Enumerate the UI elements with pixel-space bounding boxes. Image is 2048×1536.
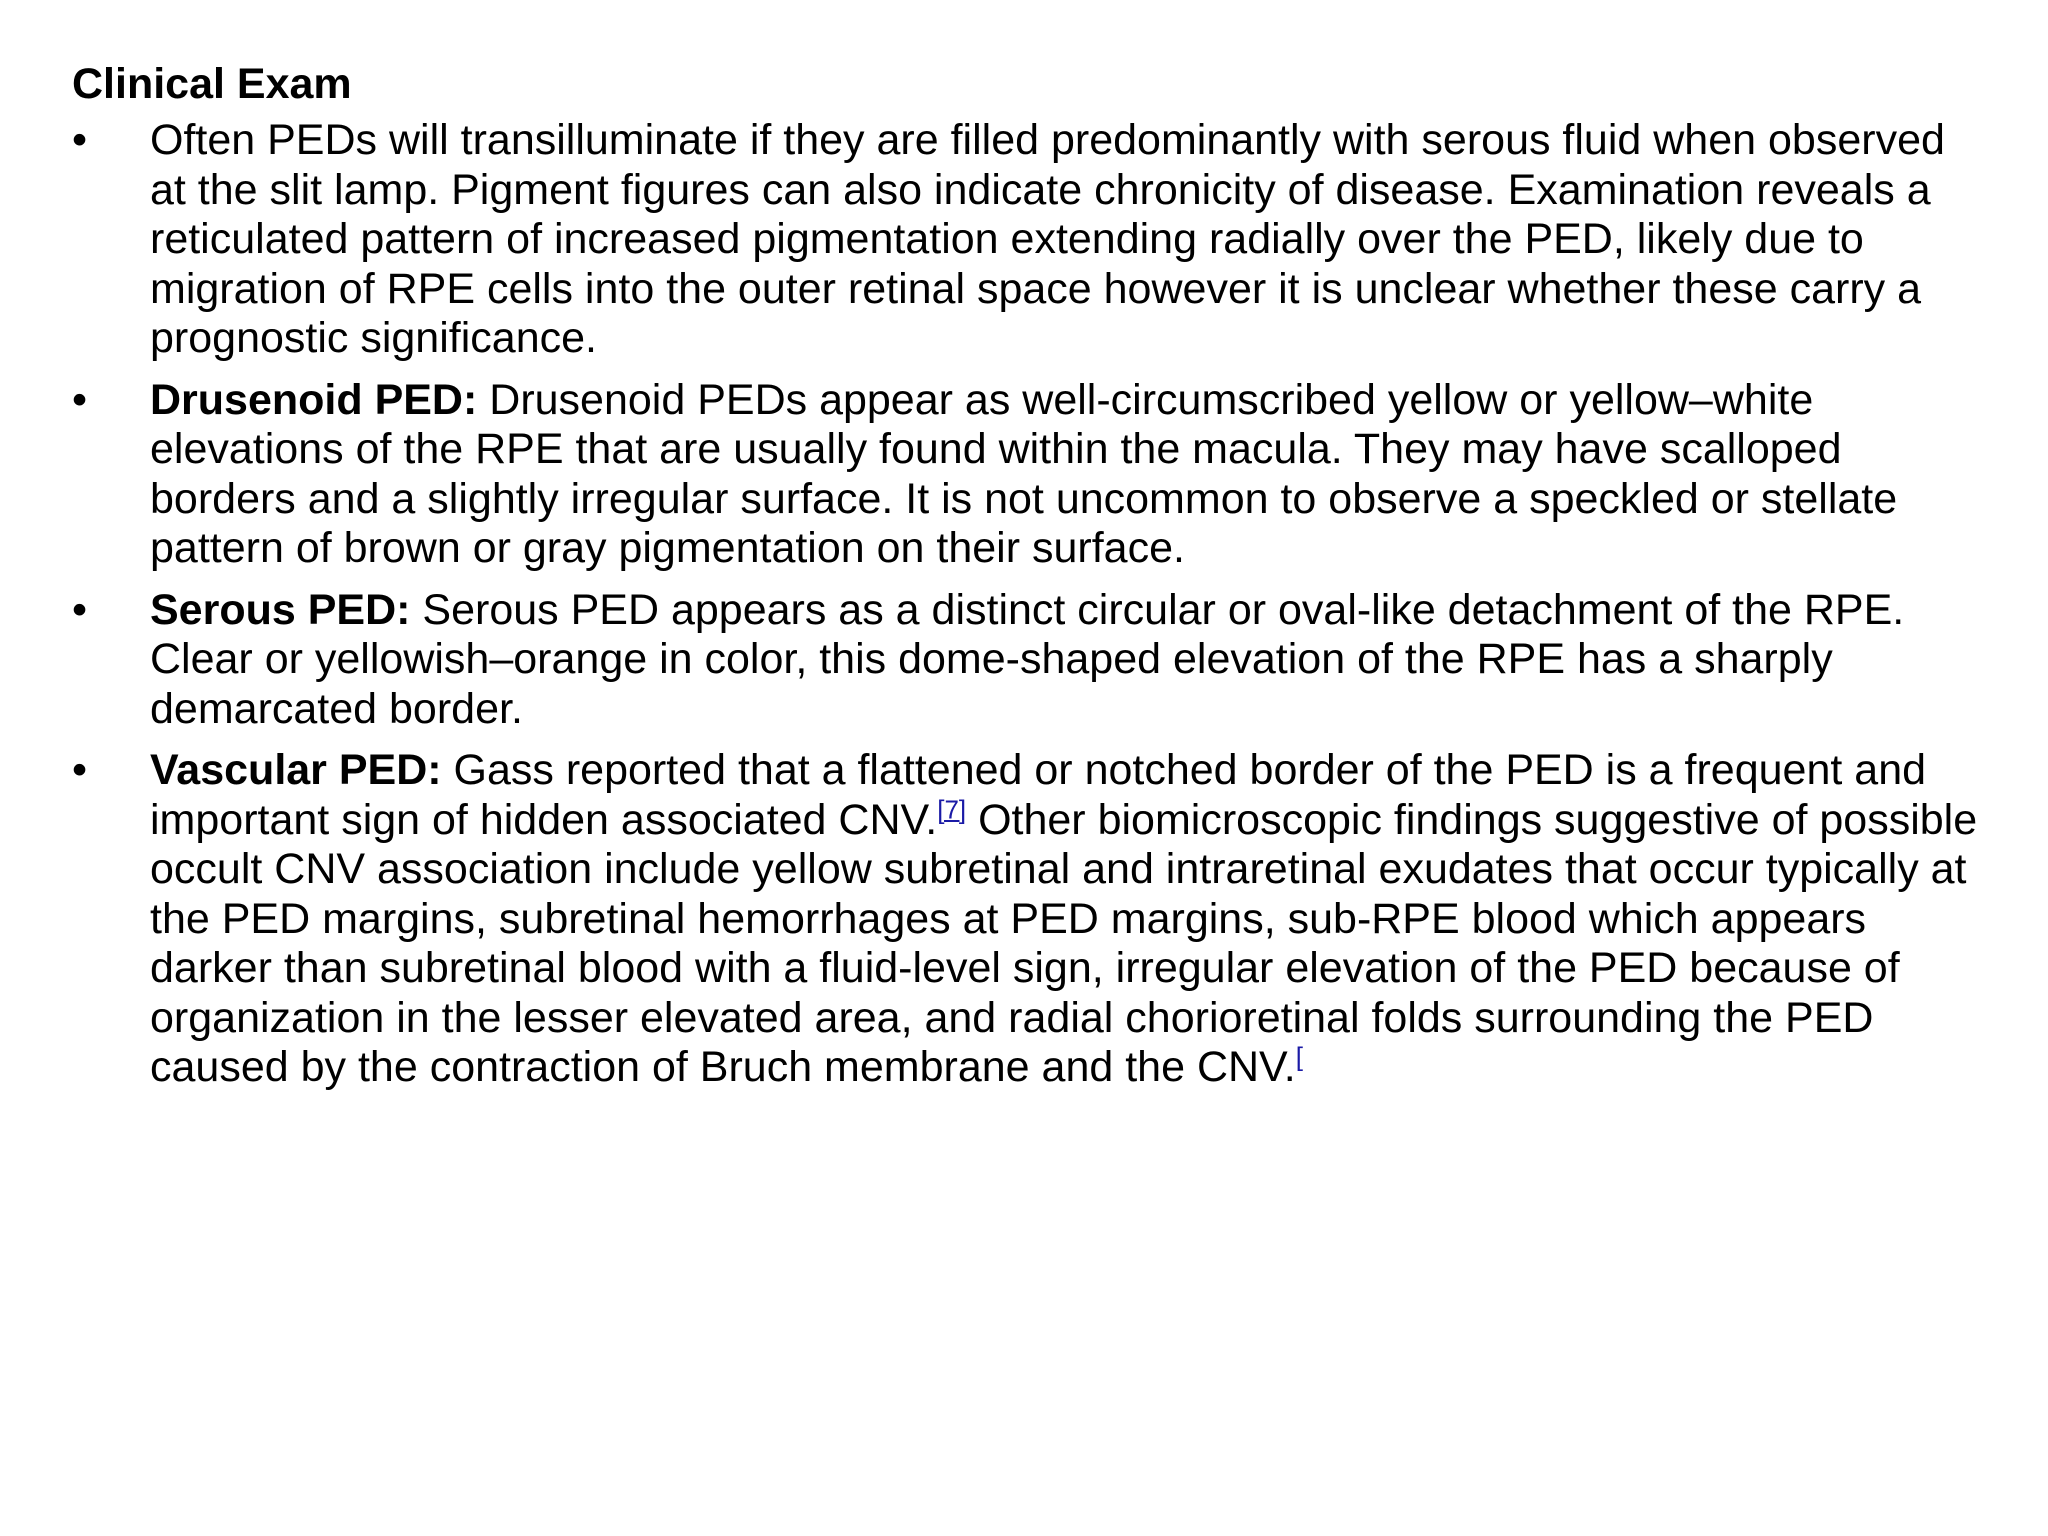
slide <box>72 58 1992 1105</box>
bullet-item-vascular-ped <box>72 746 1992 1093</box>
bullet-item-general <box>72 116 1992 364</box>
bullet-text-continued: Other biomicroscopic findings suggestive of possible occult CNV association include yellow subretinal and intraretinal exudates that occur typically at the PED margins, subretinal hemorrhages at PED margins, sub-RPE blood which appears darker than subretinal blood with a fluid-level sign, irregular elevation of the PED because of organization in the lesser elevated area, and radial chorioretinal folds surrounding the PED caused by the contraction of Bruch membrane and the CNV. <box>150 795 1978 1091</box>
bullet-list <box>72 116 1992 1093</box>
bullet-item-serous-ped <box>72 586 1992 735</box>
bullet-dot-icon: • <box>72 746 88 794</box>
bullet-dot-icon: • <box>72 585 88 634</box>
bullet-text: Serous PED appears as a distinct circular or oval-like detachment of the RPE. Clear or yellowish–orange in color, this dome-shaped elevation of the RPE has a sharply demarcated border. <box>150 585 1905 733</box>
bullet-dot-icon: • <box>72 116 88 164</box>
bullet-text: Drusenoid PEDs appear as well-circumscribed yellow or yellow–white elevations of the RPE that are usually found within the macula. They may have scalloped borders and a slightly irregular surface. It is not uncommon to observe a speckled or stellate pattern of brown or gray pigmentation on their surface. <box>150 375 1898 572</box>
reference-link-7[interactable]: [7] <box>937 794 967 825</box>
bullet-text: Gass reported that a flattened or notched border of the PED is a frequent and important sign of hidden associated CNV. <box>150 746 1927 844</box>
bullet-lead-label: Serous PED: <box>150 585 411 634</box>
bullet-lead-label: Drusenoid PED: <box>150 375 478 424</box>
slide-title: Clinical Exam <box>72 60 352 108</box>
bullet-lead-label: Vascular PED: <box>150 746 442 794</box>
bullet-text: Often PEDs will transilluminate if they are filled predominantly with serous fluid when observed at the slit lamp. Pigment figures can also indicate chronicity of disease. Examination reveals a reticulated pattern of increased pigmentation extending radially over the PED, likely due to migration of RPE cells into the outer retinal space however it is unclear whether these carry a prognostic significance. <box>150 116 1945 362</box>
reference-link-partial[interactable]: [ <box>1295 1041 1303 1072</box>
bullet-item-drusenoid-ped <box>72 376 1992 574</box>
bullet-dot-icon: • <box>72 375 88 424</box>
